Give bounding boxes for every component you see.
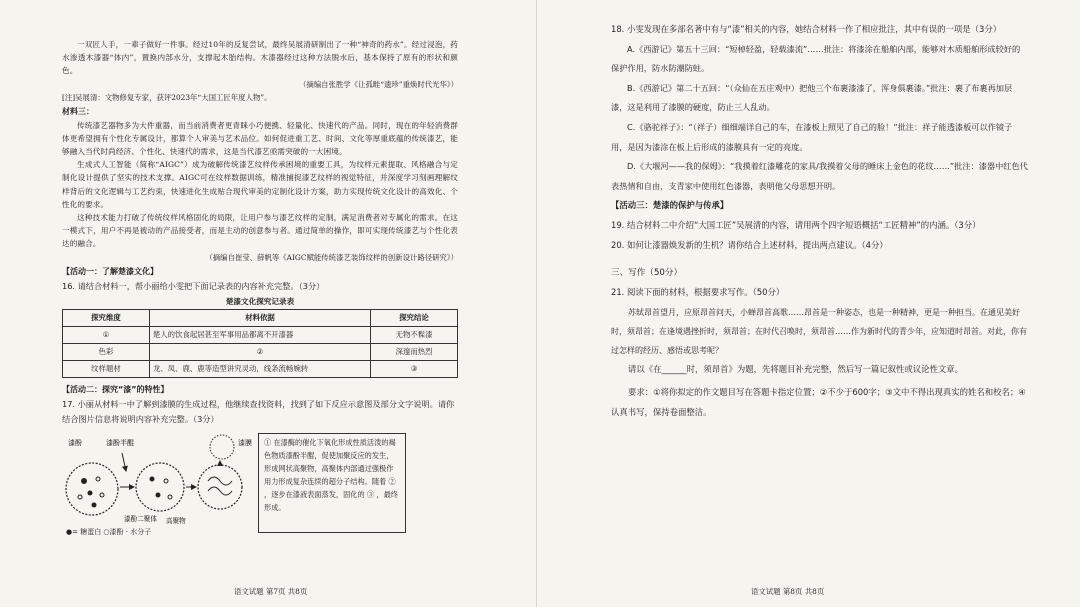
label-polymer: 高聚物 [166,516,186,525]
source-citation: （摘编自张胜学《让孤畦“遗珍”重焕时代光华》） [298,79,458,89]
left-column [62,38,458,541]
table-cell: 色彩 [63,343,150,360]
option-c: C.《骆驼祥子》：“（祥子）细细端详自己的车，在漆板上照见了自己的脸！”批注：祥子能透漆板可以作镜子用，是因为漆涂在板上后形成的漆膜具有一定的亮度。 [611,121,1013,152]
label-phenol-quinone: 漆酚半醌 [106,438,134,447]
table-row [63,343,458,360]
table-cell: ① [63,326,150,343]
record-table [62,309,458,378]
table-cell: 龙、凤、鹿、鹿等造型讲究灵动，线条流畅婉转 [149,360,370,377]
table-cell: 楚人的饮食起居甚至军事用品都离不开漆器 [149,326,370,343]
writing-material: 苏轼昂首望月，应原昂首问天，小蝉昂首高歌……昂首是一种姿态，也是一种精神，更是一种担当。在通见美好时，须昂首；在逢境遇挫折时，须昂首；在时代召唤时，须昂首……作为新时代的青少年，应知道时昂首。对此，你有过怎样的经历、感悟或思考呢？ [611,307,1027,355]
diagram-explanation-box: ① 在漆酶的催化下氧化形成性质活泼的褐色物质漆酚半醌，促使加聚反应的发生，形成网状高聚物，高聚体内部通过强极作用力形成复杂连续的超分子结构。随着 ② ，逐步在漆液表面蒸发，固化的 ③ ，最终形成。 [258,433,406,533]
page-footer: 语文试题 第8页 共8页 [751,587,825,596]
footnote: [注]吴展清：文物修复专家，获评2023年“大国工匠年度人物”。 [62,92,272,102]
material-paragraph: 传统漆艺器物多为大件重器，而当前消费者更青睐小巧便携、轻量化、快速代的产品。同时，现在的年轻消费群体更希望拥有个性化专属设计，都算个人审美与艺术品位。如何促进重工艺、时间、文化等厚重底蕴的传统漆艺，能够融入当代时尚经济、个性化、快速代的需求，这是当代漆艺亟需突破的一大困境。 [62,120,458,157]
right-column [611,20,1028,423]
label-lacquer-phenol: 漆酚 [68,438,82,447]
material-paragraph: 一双匠人手，一辈子做好一件事。经过10年的反复尝试，最终吴展清研制出了一种“神奇的药水”。经过浸泡，药水渗透木漆器“体内”，置换内部水分，支撑起木胎结构。木漆器经过这种方法脱水后，基本保持了原有的形状和颜色。 [62,40,458,76]
dimer-circle [136,463,184,511]
question-20: 20. 如何让漆器焕发新的生机？请你结合上述材料，提出两点建议。（4分） [611,239,888,250]
polymer-circle [198,465,242,509]
left-page [0,0,537,607]
diagram-legend: ●= 糖蛋白 ○漆酚 · 水分子 [66,527,152,536]
question-19: 19. 结合材料二中介绍“大国工匠”吴展清的内容，请用两个四字短语概括“工匠精神”的内涵。（3分） [611,219,981,230]
label-dimer: 漆酚二聚体 [124,514,157,523]
question-21: 21. 阅读下面的材料，根据要求写作。（50分） [611,287,785,298]
table-cell: 纹样题材 [63,360,150,377]
label-film: 漆膜 [238,438,252,447]
table-header-row [63,309,458,326]
option-b: B.《西游记》第二十五回：“（众仙在五庄观中）把他三个布裹漆漆了，浑身俱裹漆。”批注：裹了布裹再加层漆，这是利用了漆膜的硬度，防止三人乱动。 [611,82,1013,113]
question-17: 17. 小丽从材料一中了解到漆膜的生成过程，他继续查找资料，找到了如下反应示意图及部分文字说明。请你结合图片信息将说明内容补充完整。（3分） [62,398,455,424]
activity-heading: 【活动一：了解楚漆文化】 [62,266,158,276]
source-citation: （摘编自崔莹、薛帆等《AIGC赋能传统漆艺装饰纹样的创新设计路径研究》） [205,252,458,262]
table-row [63,326,458,343]
section-heading: 三、写作（50分） [611,268,683,279]
question-18: 18. 小雯发现在多部名著中有与“漆”相关的内容，她结合材料一作了相应批注，其中有误的一项是（3分） [611,24,1002,34]
writing-prompt: 请以《在______时，须昂首》为题，先将题目补充完整，然后写一篇记叙性或议论性文章。 [628,363,963,374]
table-cell: 无物不髹漆 [371,326,458,343]
table-header: 材料依据 [149,309,370,326]
material-paragraph: 生成式人工智能（简称“AIGC”）成为破解传统漆艺纹样传承困境的重要工具，为纹样元素提取、风格融合与定制化设计提供了坚实的技术支撑。AIGC可在纹样数据训练，精准捕捉漆艺纹样的视觉特征，并深度学习刻画理解纹样背后的文化逻辑与工艺约束，快速进化生成贴合现代审美的定制化设计方案，助力实现传统文化设计的高效化、个性化的要求。 [62,160,458,209]
activity-heading: 【活动三：楚漆的保护与传承】 [611,200,729,211]
activity-heading: 【活动二：探究“漆”的特性】 [62,384,169,394]
right-page [537,0,1080,607]
material-paragraph: 这种技术能力打破了传统纹样风格固化的局限，让用户参与漆艺纹样的定制，满足消费者对专属化的需求。在这一模式下，用户不再是被动的产品接受者，而是主动的创意参与者。通过简单的操作，即可实现传统漆艺与个性化表达的融合。 [62,213,458,249]
table-header: 探究结论 [371,309,458,326]
material-label: 材料三： [62,106,94,116]
table-title: 楚漆文化探究记录表 [225,296,295,306]
writing-requirements: 要求：①将你拟定的作文题目写在答题卡指定位置；②不少于600字；③文中不得出现真实的姓名和校名；④认真书写，保持卷面整洁。 [611,387,1026,417]
question-16: 16. 请结合材料一，帮小丽给小雯把下面记录表的内容补充完整。（3分） [62,280,325,291]
table-cell: 深邃而热烈 [371,343,458,360]
option-d: D.《大堰河——我的保姆》：“我摸着红漆雕花的家具/我摸着父母的睡床上金色的花纹……”批注：漆器中红色代表热情和自由，支青家中使用红色漆器，表明他父母思想开明。 [611,161,1028,191]
reaction-diagram-svg [62,431,258,527]
emulsion-circle [66,463,118,515]
reaction-diagram [62,431,458,541]
table-header: 探究维度 [63,309,150,326]
option-a: A.《西游记》第五十三回：“短棹轻盈，轻载漆流”……批注：将漆涂在船舶内部，能够对木质船舶形成较好的保护作用，防水防潮防蛀。 [611,43,1021,74]
table-cell: ② [149,343,370,360]
table-row [63,360,458,377]
table-cell: ③ [371,360,458,377]
page-footer: 语文试题 第7页 共8页 [234,587,308,596]
